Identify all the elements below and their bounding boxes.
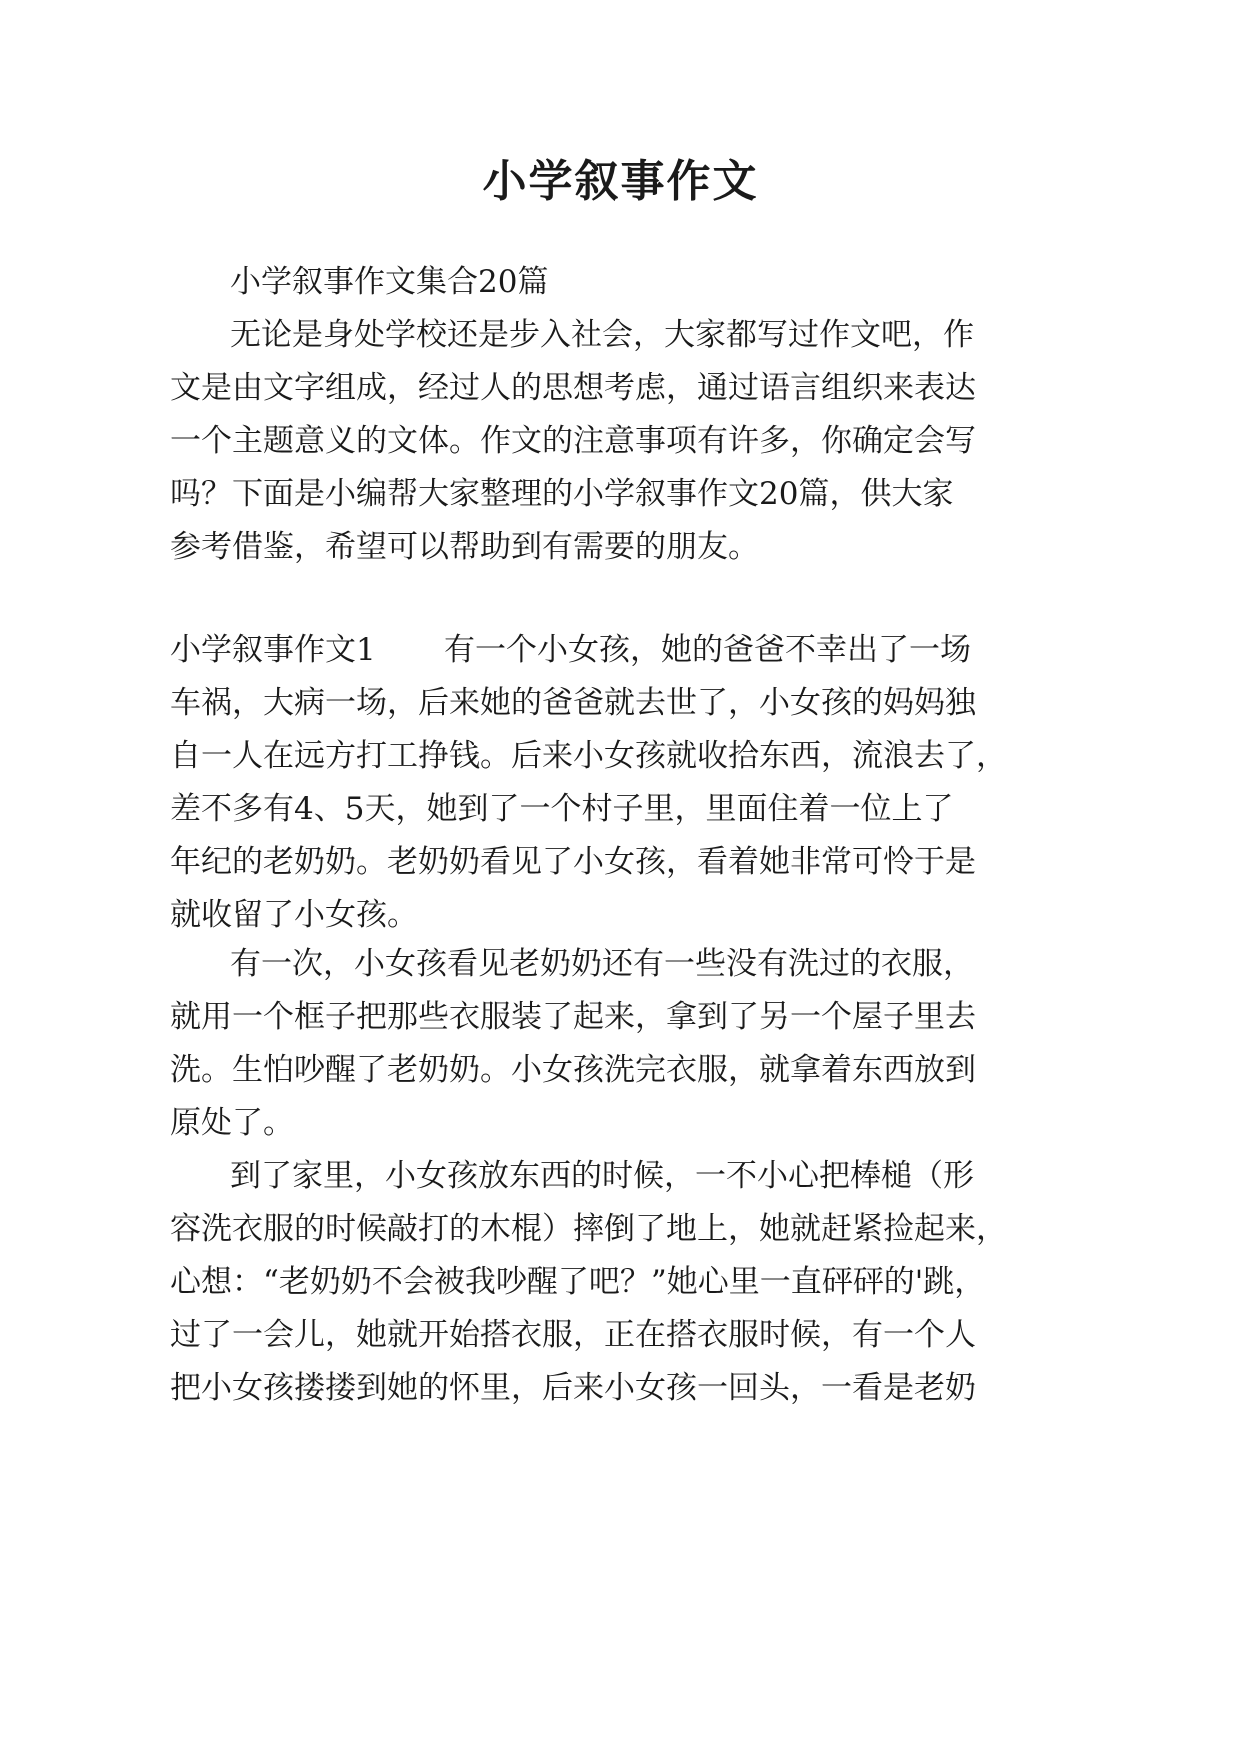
paragraph-text: 有一个小女孩，她的爸爸不幸出了一场: [444, 632, 971, 668]
paragraph-text: 吗？下面是小编帮大家整理的小学叙事作文20篇，供大家: [170, 476, 954, 512]
essay-heading: 小学叙事作文1: [170, 632, 376, 668]
paragraph-text: 无论是身处学校还是步入社会，大家都写过作文吧，作: [230, 317, 974, 353]
essay-line: [0, 1305, 1241, 1365]
intro-line: [0, 305, 1241, 365]
paragraph-text: 年纪的老奶奶。老奶奶看见了小女孩，看着她非常可怜于是: [170, 844, 976, 880]
subtitle: 小学叙事作文集合20篇: [230, 264, 549, 300]
intro-line: [0, 517, 1241, 577]
paragraph-text: 就收留了小女孩。: [170, 897, 418, 933]
page-title: 小学叙事作文: [482, 156, 759, 207]
paragraph-text: 洗。生怕吵醒了老奶奶。小女孩洗完衣服，就拿着东西放到: [170, 1052, 976, 1088]
essay-line: [0, 673, 1241, 733]
paragraph-text: 把小女孩搂搂到她的怀里，后来小女孩一回头，一看是老奶: [170, 1370, 976, 1406]
essay-line: [0, 1146, 1241, 1206]
paragraph-text: 到了家里，小女孩放东西的时候，一不小心把棒槌（形: [230, 1158, 974, 1194]
intro-line: [0, 358, 1241, 418]
paragraph-text: 车祸，大病一场，后来她的爸爸就去世了，小女孩的妈妈独: [170, 685, 976, 721]
paragraph-text: 差不多有4、5天，她到了一个村子里，里面住着一位上了: [170, 791, 954, 827]
paragraph-text: 有一次，小女孩看见老奶奶还有一些没有洗过的衣服，: [230, 946, 974, 982]
intro-line: [0, 464, 1241, 524]
essay-line: [0, 1040, 1241, 1100]
essay-line: [0, 987, 1241, 1047]
paragraph-text: 一个主题意义的文体。作文的注意事项有许多，你确定会写: [170, 423, 976, 459]
essay-line: [0, 779, 1241, 839]
paragraph-text: 心想：“老奶奶不会被我吵醒了吧？”她心里一直砰砰的'跳，: [170, 1264, 986, 1300]
essay-line: [0, 934, 1241, 994]
essay-line: [0, 1358, 1241, 1418]
essay-line: [0, 1093, 1241, 1153]
paragraph-text: 文是由文字组成，经过人的思想考虑，通过语言组织来表达: [170, 370, 976, 406]
intro-line: [0, 411, 1241, 471]
subtitle-line: [0, 252, 1241, 312]
paragraph-text: 容洗衣服的时候敲打的木棍）摔倒了地上，她就赶紧捡起来，: [170, 1211, 1007, 1247]
essay-line: [0, 1252, 1241, 1312]
essay-line: [0, 1199, 1241, 1259]
paragraph-text: 就用一个框子把那些衣服装了起来，拿到了另一个屋子里去: [170, 999, 976, 1035]
paragraph-text: 过了一会儿，她就开始搭衣服，正在搭衣服时候，有一个人: [170, 1317, 976, 1353]
essay-line: [0, 832, 1241, 892]
essay-heading-line: [0, 620, 1241, 680]
essay-line: [0, 726, 1241, 786]
paragraph-text: 原处了。: [170, 1105, 294, 1141]
paragraph-text: 自一人在远方打工挣钱。后来小女孩就收拾东西，流浪去了，: [170, 738, 1007, 774]
paragraph-text: 参考借鉴，希望可以帮助到有需要的朋友。: [170, 529, 759, 565]
